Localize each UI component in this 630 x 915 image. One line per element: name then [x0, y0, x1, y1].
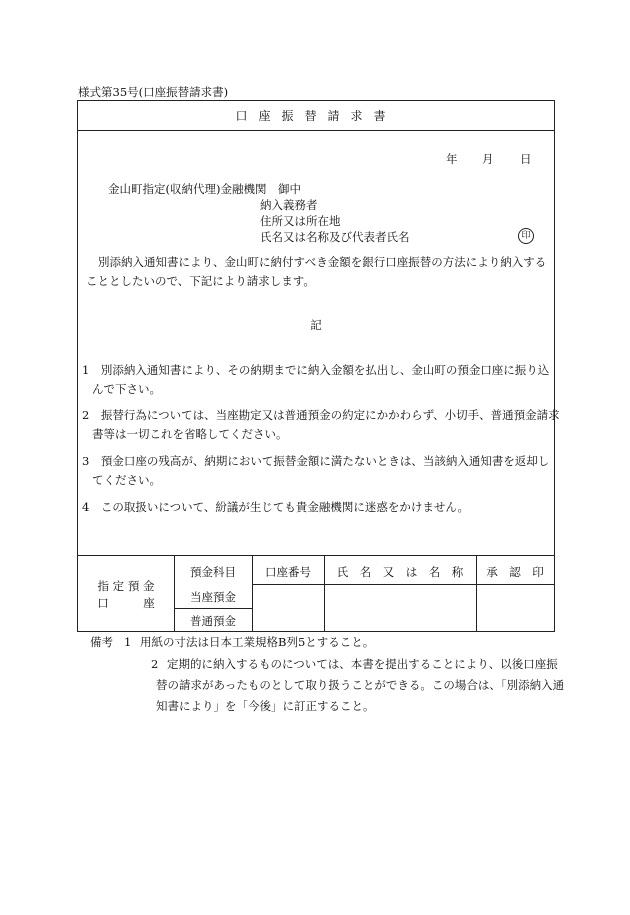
request-form-frame: [77, 100, 560, 632]
notes-label: 備考: [90, 635, 113, 649]
note-1-text: 用紙の寸法は日本工業規格B列5とすること。: [140, 635, 375, 649]
note-1-number: 1: [124, 635, 132, 649]
payer-address-label: 住所又は所在地: [260, 214, 341, 228]
account-type-header: 預金科目: [190, 565, 236, 579]
form-title: 口座振替請求書: [235, 109, 397, 123]
note-2-line-1: 定期的に納入するものについては、本書を提出することにより、以後口座振: [167, 657, 558, 671]
date-day: 日: [520, 152, 532, 166]
date-year: 年: [446, 152, 458, 166]
note-2-line-3: 知書により」を「今後」に訂正すること。: [156, 699, 375, 713]
addressee: 金山町指定(収納代理)金融機関 御中: [108, 182, 301, 196]
ki-heading: 記: [310, 318, 322, 332]
payer-label: 納入義務者: [260, 198, 318, 212]
table-type-divider: [174, 608, 252, 609]
item-4: 4 この取扱いについて、紛議が生じても貴金融機関に迷惑をかけません。: [82, 500, 470, 514]
current-account-option: 当座預金: [190, 590, 236, 604]
date-month: 月: [482, 152, 494, 166]
note-2-number: 2: [151, 657, 159, 671]
form-number-label: 様式第35号(口座振替請求書): [78, 85, 229, 99]
table-header-divider: [253, 584, 554, 585]
intro-paragraph: 別添納入通知書により、金山町に納付すべき金額を銀行口座振替の方法により納入することとしたいので、下記により請求します。: [86, 255, 547, 288]
seal-mark: 印: [518, 227, 534, 244]
table-top-border: [78, 555, 554, 556]
payer-name-label: 氏名又は名称及び代表者氏名: [260, 230, 410, 244]
item-3: 3 預金口座の残高が、納期において振替金額に満たないときは、当該納入通知書を返却してください。: [82, 454, 550, 487]
account-number-header: 口座番号: [265, 565, 311, 579]
designated-account-label-1: 指 定 預 金: [97, 579, 155, 593]
item-2: 2 振替行為については、当座勘定又は普通預金の約定にかかわらず、小切手、普通預金請求書等は一切これを省略してください。: [82, 408, 560, 441]
designated-account-label-2: 口 座: [97, 596, 155, 610]
approval-seal-header: 承 認 印: [486, 565, 544, 579]
account-name-header: 氏 名 又 は 名 称: [336, 565, 464, 579]
title-divider: [78, 130, 554, 131]
ordinary-account-option: 普通預金: [190, 614, 236, 628]
item-1: 1 別添納入通知書により、その納期までに納入金額を払出し、金山町の預金口座に振り込んで下さい。: [82, 363, 550, 396]
note-2-line-2: 替の請求があったものとして取り扱うことができる。この場合は、「別添納入通: [156, 678, 565, 692]
